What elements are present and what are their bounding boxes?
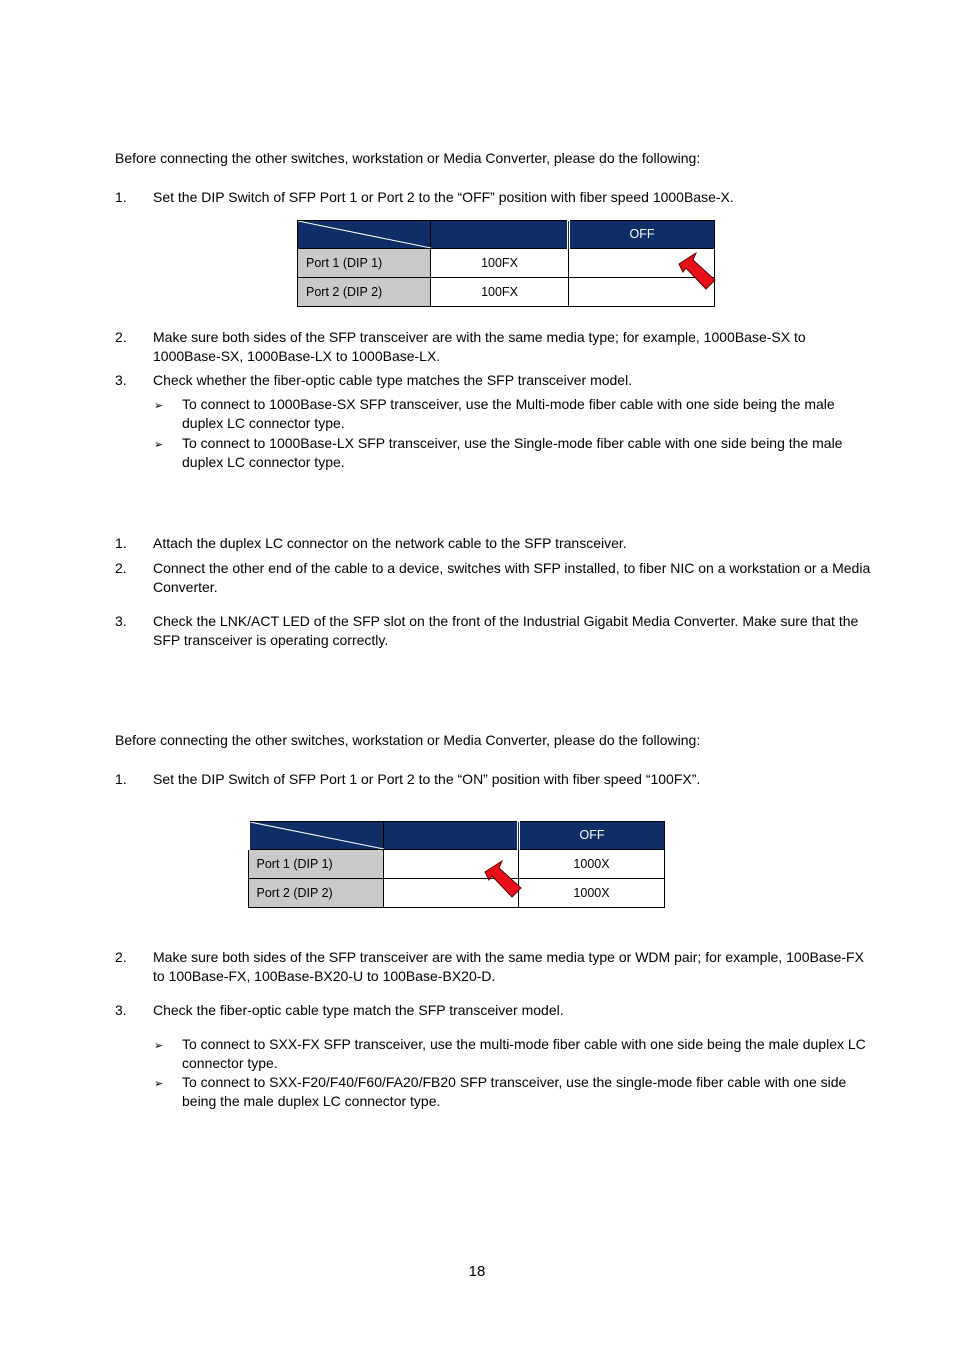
header-cell-off: OFF — [519, 822, 665, 850]
step-text: Check the LNK/ACT LED of the SFP slot on the front of the Industrial Gigabit Media Converter. Make sure that the — [153, 613, 859, 629]
on-value: 100FX — [431, 278, 569, 307]
off-value: 1000X — [519, 850, 665, 879]
arrow-bullet-icon: ➢ — [154, 399, 164, 412]
red-arrow-icon — [482, 858, 524, 900]
step-text: Make sure both sides of the SFP transceiver are with the same media type; for example, 1000Base-SX to — [153, 329, 806, 345]
step-number: 2. — [115, 949, 127, 965]
bullet-text: To connect to 1000Base-LX SFP transceiver, use the Single-mode fiber cable with one side being the male — [182, 435, 843, 451]
diagonal-line — [250, 822, 384, 849]
dip-switch-table-1 — [297, 220, 715, 307]
arrow-bullet-icon: ➢ — [154, 438, 164, 451]
bullet-text-cont: duplex LC connector type. — [182, 415, 345, 431]
bullet-text: To connect to SXX-F20/F40/F60/FA20/FB20 SFP transceiver, use the single-mode fiber cable with one side — [182, 1074, 847, 1090]
port-label: Port 1 (DIP 1) — [298, 249, 431, 278]
off-value: 1000X — [519, 879, 665, 908]
step-number: 1. — [115, 771, 127, 787]
step-number: 1. — [115, 535, 127, 551]
step-number: 3. — [115, 1002, 127, 1018]
bullet-text-cont: connector type. — [182, 1055, 278, 1071]
table-header-row — [248, 822, 665, 850]
port-label: Port 1 (DIP 1) — [248, 850, 384, 879]
bullet-text-cont: duplex LC connector type. — [182, 454, 345, 470]
step-text: Connect the other end of the cable to a device, switches with SFP installed, to fiber NIC on a workstation or a Media — [153, 560, 871, 576]
header-cell-on — [384, 822, 519, 850]
step-text: Set the DIP Switch of SFP Port 1 or Port 2 to the “ON” position with fiber speed “100FX”. — [153, 771, 701, 787]
step-text: Check whether the fiber-optic cable type matches the SFP transceiver model. — [153, 372, 633, 388]
table-header-row — [298, 221, 715, 249]
step-number: 2. — [115, 329, 127, 345]
port-label: Port 2 (DIP 2) — [298, 278, 431, 307]
step-text: Attach the duplex LC connector on the network cable to the SFP transceiver. — [153, 535, 627, 551]
step-text-cont: SFP transceiver is operating correctly. — [153, 632, 389, 648]
on-value: 100FX — [431, 249, 569, 278]
dip-switch-table-2 — [246, 821, 665, 908]
arrow-bullet-icon: ➢ — [154, 1077, 164, 1090]
table-row — [248, 879, 665, 908]
table-row — [298, 278, 715, 307]
bullet-text-cont: being the male duplex LC connector type. — [182, 1093, 441, 1109]
step-number: 1. — [115, 189, 127, 205]
intro-text-2: Before connecting the other switches, workstation or Media Converter, please do the following: — [115, 732, 701, 748]
intro-text-1: Before connecting the other switches, workstation or Media Converter, please do the following: — [115, 150, 701, 166]
step-text-cont: to 100Base-FX, 100Base-BX20-U to 100Base-BX20-D. — [153, 968, 496, 984]
table-row — [248, 850, 665, 879]
bullet-text: To connect to 1000Base-SX SFP transceiver, use the Multi-mode fiber cable with one side being the male — [182, 396, 835, 412]
diagonal-line — [298, 221, 431, 248]
red-arrow-icon — [676, 250, 718, 292]
step-number: 2. — [115, 560, 127, 576]
port-label: Port 2 (DIP 2) — [248, 879, 384, 908]
diagonal-header-cell — [298, 221, 431, 249]
bullet-text: To connect to SXX-FX SFP transceiver, use the multi-mode fiber cable with one side being the male duplex LC — [182, 1036, 866, 1052]
step-text-cont: Converter. — [153, 579, 218, 595]
step-number: 3. — [115, 613, 127, 629]
diagonal-header-cell — [248, 822, 384, 850]
table-row — [298, 249, 715, 278]
page-number: 18 — [468, 1263, 486, 1280]
step-text: Check the fiber-optic cable type match the SFP transceiver model. — [153, 1002, 564, 1018]
step-number: 3. — [115, 372, 127, 388]
header-cell-off: OFF — [569, 221, 715, 249]
header-cell-on — [431, 221, 569, 249]
step-text: Make sure both sides of the SFP transceiver are with the same media type or WDM pair; for example, 100Base-FX — [153, 949, 864, 965]
step-text-cont: 1000Base-SX, 1000Base-LX to 1000Base-LX. — [153, 348, 441, 364]
step-text: Set the DIP Switch of SFP Port 1 or Port 2 to the “OFF” position with fiber speed 1000Base-X. — [153, 189, 734, 205]
arrow-bullet-icon: ➢ — [154, 1039, 164, 1052]
